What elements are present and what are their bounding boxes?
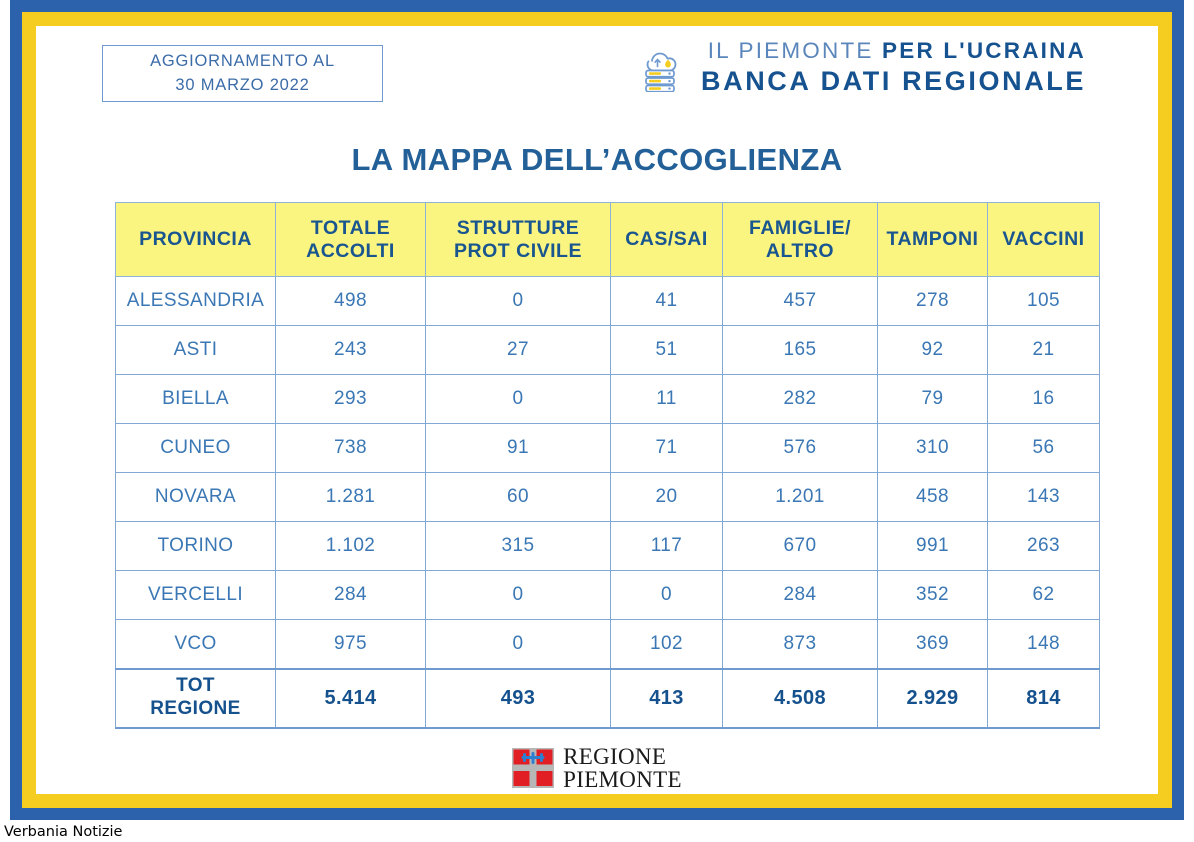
cell-total-label — [116, 669, 276, 728]
cell-provincia: NOVARA — [116, 473, 276, 522]
cell-vaccini: 21 — [988, 326, 1100, 375]
cell-totale: 1.102 — [276, 522, 426, 571]
cell-total-tamponi: 2.929 — [878, 669, 988, 728]
regione-piemonte-wordmark — [563, 745, 682, 792]
cell-strutture: 0 — [426, 620, 611, 669]
cell-total-cas: 413 — [611, 669, 723, 728]
cell-total-totale: 5.414 — [276, 669, 426, 728]
table-row — [116, 326, 1100, 375]
cell-vaccini: 143 — [988, 473, 1100, 522]
table-row — [116, 620, 1100, 669]
cell-strutture: 0 — [426, 375, 611, 424]
cell-famiglie: 576 — [723, 424, 878, 473]
cell-tamponi: 310 — [878, 424, 988, 473]
cell-famiglie: 873 — [723, 620, 878, 669]
page-frame-blue — [10, 0, 1184, 820]
cell-cas: 51 — [611, 326, 723, 375]
cloud-database-icon — [635, 44, 687, 92]
cell-totale: 738 — [276, 424, 426, 473]
total-label-line2: REGIONE — [150, 698, 241, 719]
footer — [36, 745, 1158, 792]
column-header-vaccini — [988, 203, 1100, 277]
cell-vaccini: 56 — [988, 424, 1100, 473]
table-body — [116, 277, 1100, 728]
cell-total-vaccini: 814 — [988, 669, 1100, 728]
cell-tamponi: 352 — [878, 571, 988, 620]
column-header-provincia — [116, 203, 276, 277]
cell-famiglie: 457 — [723, 277, 878, 326]
cell-cas: 11 — [611, 375, 723, 424]
cell-cas: 0 — [611, 571, 723, 620]
cell-famiglie: 165 — [723, 326, 878, 375]
total-label-line1: TOT — [176, 675, 215, 697]
cell-provincia: VERCELLI — [116, 571, 276, 620]
table-row — [116, 571, 1100, 620]
cell-famiglie: 1.201 — [723, 473, 878, 522]
brand-title-line2: BANCA DATI REGIONALE — [701, 66, 1086, 96]
cell-provincia: ASTI — [116, 326, 276, 375]
header-line1: CAS/SAI — [625, 228, 708, 250]
table-row — [116, 473, 1100, 522]
header-line2: ALTRO — [765, 239, 835, 262]
header-line1: STRUTTURE — [456, 216, 580, 239]
column-header-totale-accolti — [276, 203, 426, 277]
reception-map-table-wrap — [115, 202, 1085, 729]
header-line2: PROT CIVILE — [454, 239, 582, 262]
cell-cas: 41 — [611, 277, 723, 326]
cell-provincia: CUNEO — [116, 424, 276, 473]
column-header-cas-sai — [611, 203, 723, 277]
cell-cas: 102 — [611, 620, 723, 669]
cell-provincia: TORINO — [116, 522, 276, 571]
cell-famiglie: 284 — [723, 571, 878, 620]
table-header — [116, 203, 1100, 277]
update-label-line1: AGGIORNAMENTO AL — [150, 51, 335, 70]
cell-vaccini: 105 — [988, 277, 1100, 326]
cell-strutture: 91 — [426, 424, 611, 473]
table-row — [116, 277, 1100, 326]
header-line1: TOTALE — [310, 216, 391, 239]
table-row — [116, 424, 1100, 473]
logo-line2: PIEMONTE — [563, 766, 682, 792]
cell-famiglie: 282 — [723, 375, 878, 424]
brand-text — [701, 38, 1086, 97]
brand-title-line1 — [701, 38, 1086, 64]
cell-provincia: BIELLA — [116, 375, 276, 424]
content-sheet — [36, 26, 1158, 794]
cell-tamponi: 278 — [878, 277, 988, 326]
cell-vaccini: 62 — [988, 571, 1100, 620]
page-frame-yellow — [22, 12, 1172, 808]
cell-vaccini: 148 — [988, 620, 1100, 669]
cell-cas: 117 — [611, 522, 723, 571]
cell-strutture: 60 — [426, 473, 611, 522]
logo-line1: REGIONE — [563, 743, 667, 769]
page-title: LA MAPPA DELL’ACCOGLIENZA — [351, 142, 843, 177]
cell-vaccini: 16 — [988, 375, 1100, 424]
cell-strutture: 27 — [426, 326, 611, 375]
table-header-row — [116, 203, 1100, 277]
cell-tamponi: 458 — [878, 473, 988, 522]
header-line1: PROVINCIA — [139, 228, 252, 250]
cell-totale: 498 — [276, 277, 426, 326]
brand-title-bold: PER L'UCRAINA — [882, 38, 1086, 63]
header — [36, 26, 1158, 136]
cell-totale: 243 — [276, 326, 426, 375]
cell-strutture: 315 — [426, 522, 611, 571]
cell-tamponi: 991 — [878, 522, 988, 571]
header-line2: ACCOLTI — [306, 239, 395, 262]
cell-strutture: 0 — [426, 277, 611, 326]
cell-famiglie: 670 — [723, 522, 878, 571]
header-line1: FAMIGLIE/ — [749, 216, 851, 239]
cell-provincia: VCO — [116, 620, 276, 669]
header-line1: TAMPONI — [886, 228, 979, 250]
cell-cas: 20 — [611, 473, 723, 522]
cell-tamponi: 79 — [878, 375, 988, 424]
reception-map-table — [115, 202, 1100, 729]
table-row — [116, 375, 1100, 424]
column-header-famiglie-altro — [723, 203, 878, 277]
cell-cas: 71 — [611, 424, 723, 473]
cell-total-famiglie: 4.508 — [723, 669, 878, 728]
brand-title-light: IL PIEMONTE — [707, 38, 883, 63]
column-header-strutture-prot-civile — [426, 203, 611, 277]
cell-tamponi: 369 — [878, 620, 988, 669]
cell-totale: 284 — [276, 571, 426, 620]
table-row — [116, 522, 1100, 571]
column-header-tamponi — [878, 203, 988, 277]
cell-tamponi: 92 — [878, 326, 988, 375]
brand-block — [635, 38, 1086, 97]
cell-strutture: 0 — [426, 571, 611, 620]
source-caption: Verbania Notizie — [4, 824, 123, 840]
update-date-box — [102, 45, 383, 102]
cell-vaccini: 263 — [988, 522, 1100, 571]
table-total-row — [116, 669, 1100, 728]
cell-total-strutture: 493 — [426, 669, 611, 728]
cell-totale: 293 — [276, 375, 426, 424]
header-line1: VACCINI — [1002, 228, 1085, 250]
regione-piemonte-cross-logo-icon — [512, 748, 554, 788]
cell-provincia: ALESSANDRIA — [116, 277, 276, 326]
cell-totale: 975 — [276, 620, 426, 669]
cell-totale: 1.281 — [276, 473, 426, 522]
update-date-line2: 30 MARZO 2022 — [175, 75, 310, 94]
